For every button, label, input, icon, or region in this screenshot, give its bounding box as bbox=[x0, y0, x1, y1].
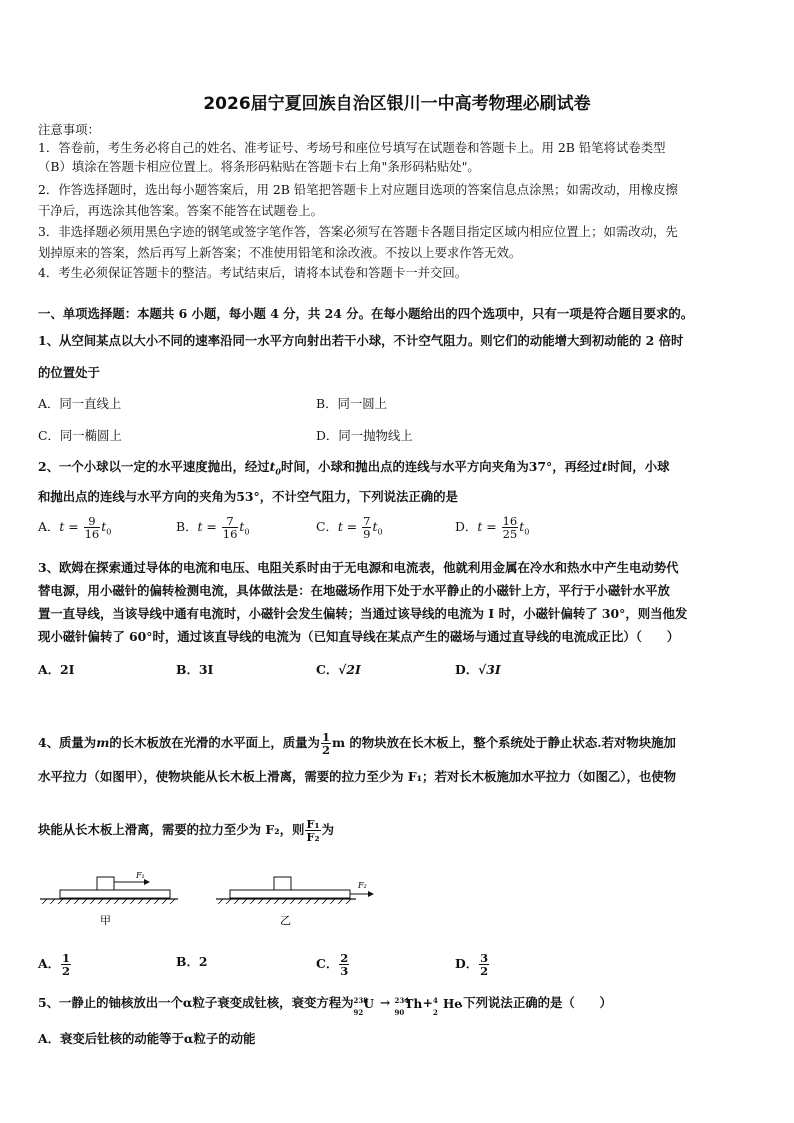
q4-option-a: A． $\frac{1}{2}$ bbox=[38, 951, 71, 978]
block bbox=[274, 877, 291, 890]
q3-stem: 3、欧姆在探索通过导体的电流和电压、电阻关系时由于无电源和电流表，他就利用金属在冷水和热水中产生电动势代 bbox=[38, 560, 679, 575]
q3-stem: 现小磁针偏转了 60°时，通过该直导线的电流为（已知直导线在某点产生的磁场与通过直导线的电流成正比）（ ） bbox=[38, 629, 680, 644]
block bbox=[97, 877, 114, 890]
figure-label-jia: 甲 bbox=[100, 914, 111, 927]
q2-option-d: D．t = $\frac{16}{25}$ $t_0$ bbox=[455, 514, 530, 541]
q1-option-c: C．同一椭圆上 bbox=[38, 428, 122, 443]
nuclide-helium: 4 2 He bbox=[432, 995, 462, 1017]
q2-t: t bbox=[601, 459, 608, 474]
q3-option-c: C．√2I bbox=[316, 662, 361, 677]
section-heading: 一、单项选择题：本题共 6 小题，每小题 4 分，共 24 分。在每小题给出的四个选项中，只有一项是符合题目要求的。 bbox=[38, 306, 694, 321]
q2-text: 时间，小球 bbox=[607, 459, 670, 474]
q4-option-d: D． $\frac{3}{2}$ bbox=[455, 951, 489, 978]
q5-stem: 5、一静止的铀核放出一个α粒子衰变成钍核，衰变方程为 238 92 U → 234 90 Th + 4 2 He .下列说法正确的是（ ） bbox=[38, 995, 612, 1017]
long-plank bbox=[230, 890, 350, 898]
q3-option-b: B．3I bbox=[176, 662, 214, 677]
arrow-head bbox=[144, 879, 150, 885]
nuclide-uranium: 238 92 U bbox=[353, 995, 374, 1017]
force-label-f2: F₂ bbox=[358, 881, 367, 890]
ground-hatch bbox=[42, 899, 175, 904]
note-line: 2．作答选择题时，选出每小题答案后，用 2B 铅笔把答题卡上对应题目选项的答案信息点涂黑；如需改动，用橡皮擦 bbox=[38, 182, 678, 197]
note-line: 4．考生必须保证答题卡的整洁。考试结束后，请将本试卷和答题卡一并交回。 bbox=[38, 265, 468, 280]
q4-option-c: C． $\frac{2}{3}$ bbox=[316, 951, 349, 978]
q1-option-d: D．同一抛物线上 bbox=[316, 428, 413, 443]
force-label-f1: F₁ bbox=[136, 871, 145, 880]
ground-hatch bbox=[218, 899, 351, 904]
long-plank bbox=[60, 890, 170, 898]
q1-option-a: A．同一直线上 bbox=[38, 396, 122, 411]
note-line: 1．答卷前，考生务必将自己的姓名、准考证号、考场号和座位号填写在试题卷和答题卡上。用 2B 铅笔将试卷类型 bbox=[38, 140, 666, 155]
q2-option-c: C．t = $\frac{7}{9}$ $t_0$ bbox=[316, 514, 383, 541]
q3-stem: 替电源，用小磁针的偏转检测电流，具体做法是：在地磁场作用下处于水平静止的小磁针上方，平行于小磁针水平放 bbox=[38, 583, 670, 598]
q4-stem: 块能从长木板上滑离，需要的拉力至少为 F₂，则 $\frac{\text{F₁}}{\text{F₂}}$ 为 bbox=[38, 817, 334, 844]
q2-option-b: B．t = $\frac{7}{16}$ $t_0$ bbox=[176, 514, 250, 541]
q1-stem: 1、从空间某点以大小不同的速率沿同一水平方向射出若干小球，不计空气阻力。则它们的动能增大到初动能的 2 倍时 bbox=[38, 333, 684, 348]
q2-stem: 和抛出点的连线与水平方向的夹角为53°，不计空气阻力，下列说法正确的是 bbox=[38, 489, 458, 504]
q2-text: 2、一个小球以一定的水平速度抛出，经过 bbox=[38, 459, 270, 474]
q4-stem: 水平拉力（如图甲），使物块能从长木板上滑离，需要的拉力至少为 F₁；若对长木板施加水平拉力（如图乙），也使物 bbox=[38, 769, 677, 784]
q3-stem: 置一直导线，当该导线中通有电流时，小磁针会发生偏转；当通过该导线的电流为 I 时，小磁针偏转了 30°，则当他发 bbox=[38, 606, 688, 621]
q2-text: 时间，小球和抛出点的连线与水平方向夹角为37°，再经过 bbox=[280, 459, 602, 474]
note-line: 划掉原来的答案，然后再写上新答案；不准使用铅笔和涂改液。不按以上要求作答无效。 bbox=[38, 245, 522, 260]
q4-option-b: B．2 bbox=[176, 954, 208, 969]
note-line: （B）填涂在答题卡相应位置上。将条形码粘贴在答题卡右上角"条形码粘贴处"。 bbox=[38, 159, 480, 174]
q4-stem: 4、质量为m的长木板放在光滑的水平面上，质量为 $\frac{1}{2}$ m 的物块放在长木板上，整个系统处于静止状态.若对物块施加 bbox=[38, 730, 676, 757]
q1-option-b: B．同一圆上 bbox=[316, 396, 388, 411]
q5-option-a: A．衰变后钍核的动能等于α粒子的动能 bbox=[38, 1031, 256, 1046]
note-line: 干净后，再选涂其他答案。答案不能答在试题卷上。 bbox=[38, 203, 323, 218]
q2-stem bbox=[38, 459, 760, 479]
figure-jia bbox=[40, 868, 190, 928]
q3-option-d: D．√3I bbox=[455, 662, 501, 677]
note-line: 3．非选择题必须用黑色字迹的钢笔或签字笔作答，答案必须写在答题卡各题目指定区域内相应位置上；如需改动，先 bbox=[38, 224, 678, 239]
figure-yi bbox=[216, 868, 381, 928]
nuclide-thorium: 234 90 Th bbox=[394, 995, 423, 1017]
figure-label-yi: 乙 bbox=[280, 914, 291, 927]
q2-option-a: A．t = $\frac{9}{16}$ $t_0$ bbox=[38, 514, 112, 541]
arrow-head bbox=[368, 891, 374, 897]
q3-option-a: A．2I bbox=[38, 662, 75, 677]
q2-t0: $t_0$ bbox=[269, 459, 281, 477]
notes-heading: 注意事项： bbox=[38, 122, 100, 137]
page-title: 2026届宁夏回族自治区银川一中高考物理必刷试卷 bbox=[203, 94, 591, 114]
arrow-symbol: → bbox=[375, 995, 395, 1010]
q1-stem: 的位置处于 bbox=[38, 365, 100, 380]
